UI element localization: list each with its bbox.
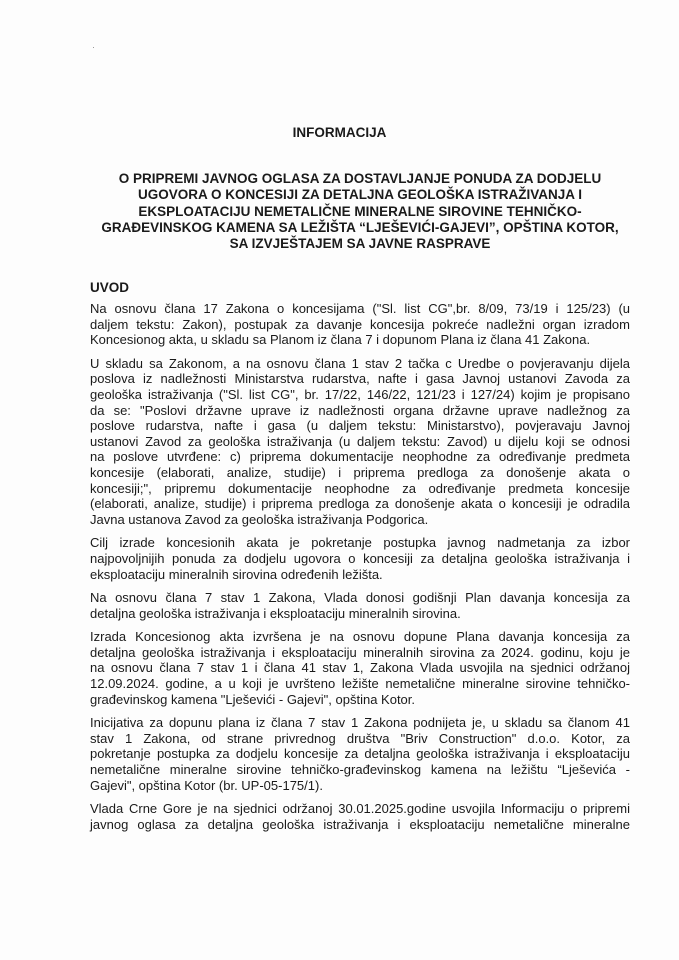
paragraph-line: geološka istraživanja ("Sl. list CG", br. 17/22, 146/22, 121/23 i 127/24) kojim je propisano: [90, 386, 630, 402]
paragraph-line: Gajevi", opština Kotor (br. UP-05-175/1).: [90, 777, 323, 793]
subtitle-line: UGOVORA O KONCESIJI ZA DETALJNA GEOLOŠKA ISTRAŽIVANJA I: [137, 187, 583, 203]
paragraph: [90, 590, 630, 621]
paragraph: [90, 301, 630, 348]
paragraph-line: Na osnovu člana 7 stav 1 Zakona, Vlada donosi godišnji Plan davanja koncesija za: [90, 590, 630, 606]
paragraph-line: Na osnovu člana 17 Zakona o koncesijama ("Sl. list CG",br. 8/09, 73/19 i 125/23) (u: [90, 301, 630, 316]
paragraph-line: Izrada Koncesionog akta izvršena je na osnovu dopune Plana davanja koncesija za: [90, 629, 630, 645]
paragraph-line: detaljna geološka istraživanja i eksploataciju mineralnih sirovina za 2024. godinu, koju je: [90, 644, 630, 660]
paragraph-line: koncesiji;", pripremu dokumentacije neophodne za određivanje predmeta koncesije: [90, 480, 630, 496]
paragraph-line: koncesije (elaborati, analize, studije) i priprema predloga za donošenje akata o: [90, 464, 630, 480]
subtitle-line: GRAĐEVINSKOG KAMENA SA LEŽIŠTA “LJEŠEVIĆI-GAJEVI”, OPŠTINA KOTOR,: [101, 219, 619, 235]
paragraph-line: Koncesionog akta, u skladu sa Planom iz člana 7 i dopunom Plana iz člana 41 Zakona.: [90, 332, 591, 348]
paragraph-line: 12.09.2024. godine, a u koji je uvršteno ležište nemetalične mineralne sirovine tehničko-: [90, 676, 630, 692]
paragraph-line: Vlada Crne Gore je na sjednici održanoj 30.01.2025.godine usvojila Informaciju o pripremi: [90, 801, 630, 817]
paragraph-line: najpovoljnijih ponuda za dodjelu ugovora o koncesiji za detaljna geološka istraživanja i: [90, 550, 630, 566]
paragraph-line: poslova iz nadležnosti Ministarstva rudarstva, nafte i gasa Javnoj ustanovi Zavoda za: [90, 371, 630, 387]
paragraph-line: da se: "Poslovi državne uprave iz nadležnosti organa državne uprave nadležnog za: [90, 402, 630, 418]
paragraph-line: građevinskog kamena "Lješevići - Gajevi", opština Kotor.: [90, 691, 416, 707]
document-subtitle: [80, 171, 640, 252]
paragraph-line: stav 1 Zakona, od strane privrednog društva "Briv Construction" d.o.o. Kotor, za: [90, 730, 630, 746]
paragraph-line: U skladu sa Zakonom, a na osnovu člana 1 stav 2 tačka c Uredbe o povjeravanju dijela: [90, 355, 630, 371]
paragraph-line: pokretanje postupka za dodjelu koncesije za detaljna geološka istraživanja i eksploataciju: [90, 746, 630, 762]
subtitle-line: EKSPLOATACIJU NEMETALIČNE MINERALNE SIROVINE TEHNIČKO-: [138, 203, 582, 219]
document-title: INFORMACIJA: [292, 125, 387, 140]
paragraph-line: Javna ustanova Zavod za geološka istraživanja Podgorica.: [90, 511, 429, 527]
paragraph-line: nemetalične mineralne sirovine tehničko-građevinskog kamena na ležištu “Lješevića -: [90, 762, 630, 778]
paragraph: [90, 535, 630, 582]
document-body: [90, 301, 630, 840]
paragraph-line: Cilj izrade koncesionih akata je pokretanje postupka javnog nadmetanja za izbor: [90, 535, 630, 551]
paragraph-line: ustanovi Zavod za geološka istraživanja (u daljem tekstu: Zavod) u dijelu koji se odnosi: [90, 433, 630, 449]
subtitle-line: O PRIPREMI JAVNOG OGLASA ZA DOSTAVLJANJE PONUDA ZA DODJELU: [118, 171, 602, 186]
paragraph: [90, 801, 630, 832]
paragraph-line: na osnovu člana 7 stav 1 i člana 41 stav 1, Zakona Vlada usvojila na sjednici održanoj: [90, 660, 630, 676]
scan-speck: [93, 47, 94, 48]
paragraph-line: detaljna geološka istraživanja i eksploataciju mineralnih sirovina.: [90, 605, 461, 621]
section-heading: UVOD: [90, 280, 130, 295]
paragraph-line: daljem tekstu: Zakon), postupak za davanje koncesija pokreće nadležni organ izradom: [90, 316, 630, 332]
paragraph: [90, 715, 630, 793]
paragraph-line: javnog oglasa za detaljna geološka istraživanja i eksploataciju nemetalične mineralne: [90, 816, 630, 832]
subtitle-line: SA IZVJEŠTAJEM SA JAVNE RASPRAVE: [229, 236, 491, 252]
paragraph-line: (elaborati, analize, studije) i priprema predloga za donošenje akata o koncesiji je odradila: [90, 496, 630, 512]
paragraph-line: Inicijativa za dopunu plana iz člana 7 stav 1 Zakona podnijeta je, u skladu sa članom 41: [90, 715, 630, 731]
paragraph-line: na poslove utvrđene: c) priprema dokumentacije neophodne za određivanje predmeta: [90, 449, 630, 465]
paragraph-line: eksploataciju mineralnih sirovina određenih ležišta.: [90, 566, 383, 582]
paragraph-line: poslove rudarstva, nafte i gasa (u daljem tekstu: Ministarstvo), povjeravaju Javnoj: [90, 418, 630, 434]
paragraph: [90, 629, 630, 707]
paragraph: [90, 356, 630, 528]
